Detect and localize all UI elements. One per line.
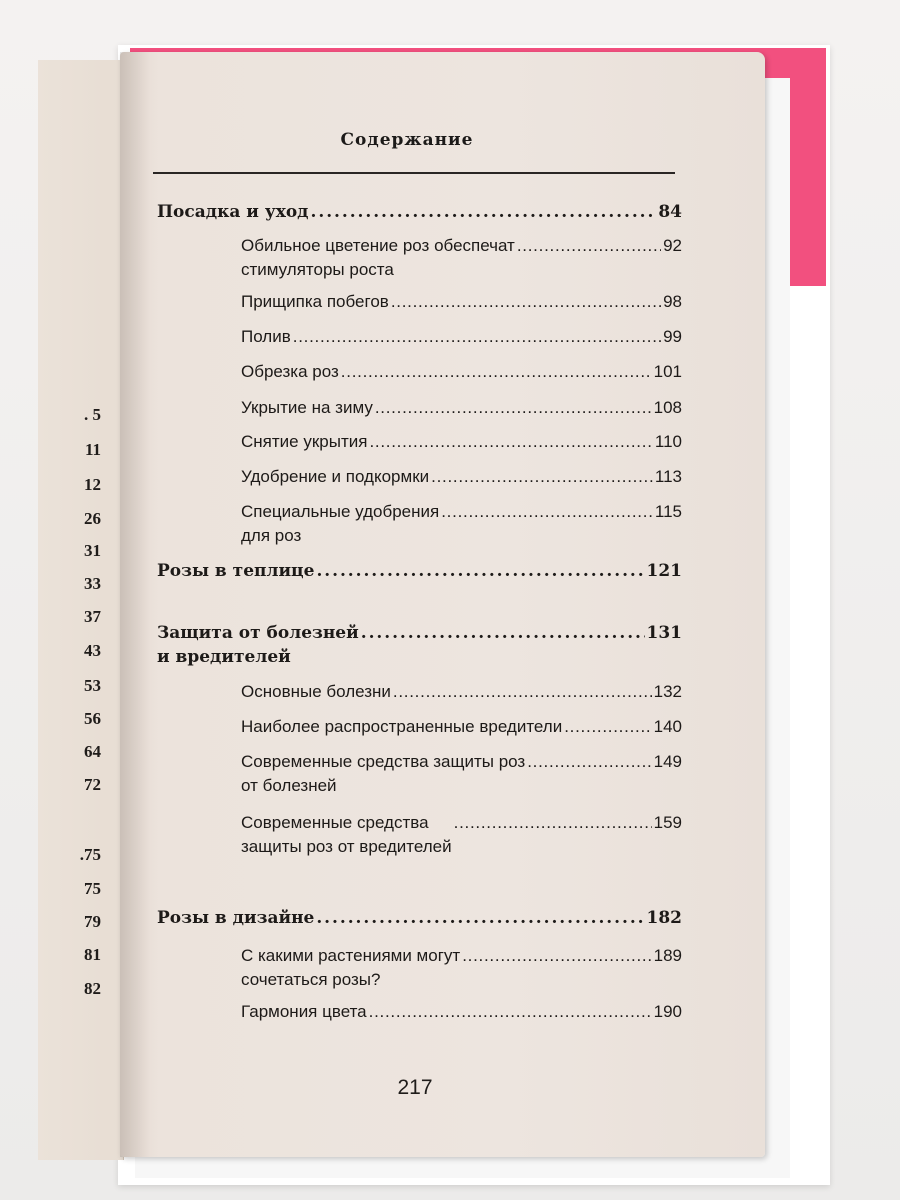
toc-entry-page: 101	[653, 362, 682, 381]
toc-entry-label: Полив	[241, 327, 291, 346]
toc-leader-dots	[293, 325, 661, 349]
toc-entry-label: Современные средства защиты роз от болезней	[241, 752, 526, 795]
left-page-number: 53	[84, 676, 101, 695]
toc-entry-label: Основные болезни	[241, 682, 391, 701]
left-page-number: 79	[84, 912, 101, 931]
toc-entry-label: Укрытие на зиму	[241, 398, 373, 417]
toc-entry-label: Специальные удобрения для роз	[241, 502, 440, 545]
toc-leader-dots	[369, 430, 652, 454]
toc-entry-label: Обрезка роз	[241, 362, 339, 381]
toc-entry-label: Обильное цветение роз обеспечат стимуляторы роста	[241, 236, 515, 279]
toc-leader-dots	[316, 906, 644, 930]
left-page-number: 72	[84, 775, 101, 794]
toc-entry-page: 98	[663, 292, 682, 311]
toc-entry-label: Снятие укрытия	[241, 432, 368, 451]
toc-leader-dots	[564, 715, 651, 739]
toc-entry-page: 149	[653, 752, 682, 771]
left-page-number: 56	[84, 709, 101, 728]
toc-leader-dots	[527, 750, 651, 774]
left-page-number: 82	[84, 979, 101, 998]
toc-entry	[241, 325, 682, 349]
toc-entry	[241, 396, 682, 420]
toc-leader-dots	[341, 360, 652, 384]
left-page-number: . 5	[84, 405, 101, 424]
toc-leader-dots	[393, 680, 652, 704]
toc-entry-page: 108	[653, 398, 682, 417]
left-page-number: 33	[84, 574, 101, 593]
left-page-number: 81	[84, 945, 101, 964]
toc-entry-page: 189	[653, 946, 682, 965]
left-page-number: 31	[84, 541, 101, 560]
toc-entry	[241, 680, 682, 704]
left-page-number: 11	[84, 440, 101, 459]
toc-entry-page: 113	[654, 467, 682, 486]
toc-entry-page: 182	[646, 908, 682, 928]
toc-entry-label: Современные средства защиты роз от вредителей	[241, 813, 452, 856]
toc-leader-dots	[369, 1000, 652, 1024]
toc-leader-dots	[441, 500, 653, 524]
left-page-number: 37	[84, 607, 101, 626]
toc-entry-label: Гармония цвета	[241, 1002, 367, 1021]
toc-entry	[241, 360, 682, 384]
toc-entry	[241, 944, 682, 992]
toc-entry	[157, 559, 682, 583]
toc-leader-dots	[311, 200, 657, 224]
page-number: 217	[397, 1076, 433, 1099]
toc-entry-page: 92	[663, 236, 682, 255]
toc-entry	[157, 621, 682, 669]
toc-leader-dots	[454, 811, 652, 835]
page-title: Содержание	[340, 130, 474, 150]
toc-entry-label: Удобрение и подкормки	[241, 467, 430, 486]
toc-entry	[241, 750, 682, 798]
toc-entry-label: Розы в дизайне	[157, 908, 315, 928]
left-page-number: .75	[79, 845, 101, 864]
toc-leader-dots	[517, 234, 661, 258]
toc-entry	[241, 234, 682, 282]
toc-entry-label: С какими растениями могут сочетаться розы?	[241, 946, 461, 989]
toc-leader-dots	[462, 944, 651, 968]
toc-entry-page: 190	[653, 1002, 682, 1021]
toc-leader-dots	[361, 621, 645, 645]
toc-entry-page: 140	[653, 717, 682, 736]
toc-entry-page: 132	[653, 682, 682, 701]
toc-entry-label: Наиболее распространенные вредители	[241, 717, 563, 736]
toc-entry-page: 159	[653, 813, 682, 832]
toc-leader-dots	[375, 396, 652, 420]
toc-entry	[241, 811, 682, 859]
toc-entry-page: 115	[654, 502, 682, 521]
left-page-number: 64	[84, 742, 101, 761]
toc-entry	[241, 430, 682, 454]
toc-entry-label: Розы в теплице	[157, 561, 315, 581]
left-page-number: 43	[84, 641, 101, 660]
toc-entry	[157, 906, 682, 930]
toc-leader-dots	[316, 559, 644, 583]
toc-entry-label: Защита от болезней и вредителей	[157, 623, 359, 667]
toc-entry	[241, 1000, 682, 1024]
toc-leader-dots	[431, 465, 653, 489]
toc-entry	[241, 500, 682, 548]
toc-entry	[241, 465, 682, 489]
toc-entry-page: 121	[646, 561, 682, 581]
toc-entry-label: Прищипка побегов	[241, 292, 389, 311]
toc-entry-page: 110	[654, 432, 682, 451]
toc-entry-page: 84	[658, 202, 682, 222]
left-page-number: 75	[84, 879, 101, 898]
left-page-number: 12	[84, 475, 101, 494]
toc-entry	[241, 290, 682, 314]
toc-entry	[157, 200, 682, 224]
toc-entry-page: 131	[646, 623, 682, 643]
left-page-number: 26	[84, 509, 101, 528]
toc-entry-page: 99	[663, 327, 682, 346]
toc-entry-label: Посадка и уход	[157, 202, 309, 222]
toc-entry	[241, 715, 682, 739]
toc-leader-dots	[391, 290, 661, 314]
